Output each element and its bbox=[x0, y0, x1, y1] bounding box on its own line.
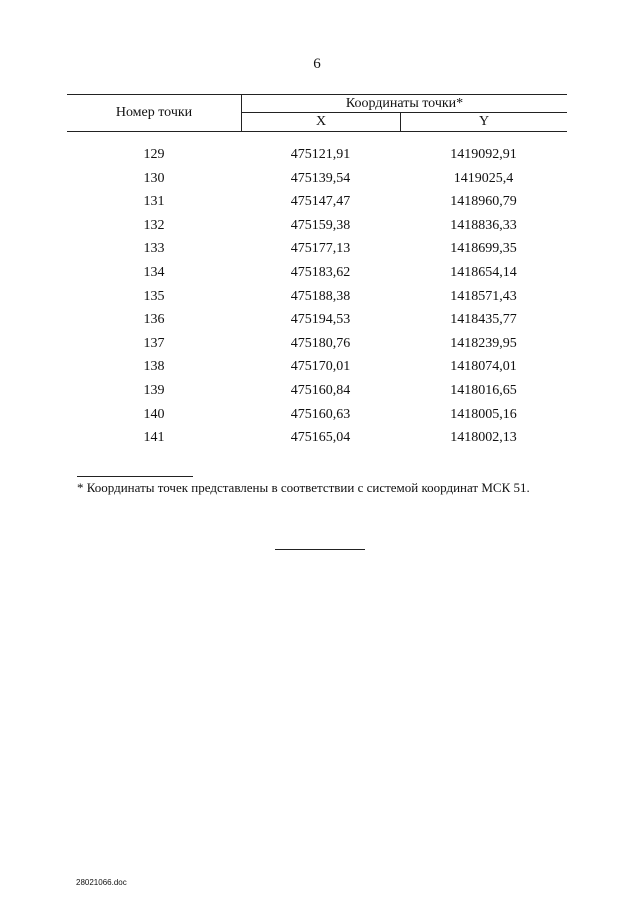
y-coordinate-cell: 1418699,35 bbox=[450, 241, 517, 257]
x-coordinate-cell: 475160,63 bbox=[290, 406, 351, 422]
header-axis-row bbox=[242, 113, 567, 131]
table-body bbox=[67, 143, 567, 450]
point-number-cell: 135 bbox=[143, 288, 165, 304]
header-x: X bbox=[242, 113, 401, 131]
table-row bbox=[67, 143, 567, 167]
point-number-cell: 132 bbox=[143, 217, 165, 233]
y-coordinate-cell: 1418002,13 bbox=[450, 430, 517, 446]
table-row bbox=[67, 237, 567, 261]
point-number-cell: 130 bbox=[143, 170, 165, 186]
point-number-cell: 139 bbox=[143, 382, 165, 398]
y-coordinate-cell: 1418836,33 bbox=[450, 217, 517, 233]
point-number-cell: 140 bbox=[143, 406, 165, 422]
x-coordinate-cell: 475180,76 bbox=[290, 335, 351, 351]
table-row bbox=[67, 426, 567, 450]
y-coordinate-cell: 1418654,14 bbox=[450, 264, 517, 280]
table-row bbox=[67, 190, 567, 214]
y-coordinate-cell: 1418960,79 bbox=[450, 194, 517, 210]
point-number-cell: 131 bbox=[143, 194, 165, 210]
table-row bbox=[67, 167, 567, 191]
y-coordinate-cell: 1418239,95 bbox=[450, 335, 517, 351]
header-coordinates: Координаты точки* bbox=[242, 95, 567, 113]
x-coordinate-cell: 475159,38 bbox=[290, 217, 351, 233]
y-coordinate-cell: 1418074,01 bbox=[450, 359, 517, 375]
x-coordinate-cell: 475170,01 bbox=[290, 359, 351, 375]
table-row bbox=[67, 332, 567, 356]
x-coordinate-cell: 475147,47 bbox=[290, 194, 351, 210]
point-number-cell: 136 bbox=[143, 312, 165, 328]
table-header bbox=[67, 94, 567, 132]
page-number: 6 bbox=[313, 56, 321, 72]
header-point-number: Номер точки bbox=[67, 95, 242, 131]
footnote: * Координаты точек представлены в соответствии с системой координат МСК 51. bbox=[77, 480, 530, 495]
header-y: Y bbox=[478, 114, 490, 129]
point-number-cell: 137 bbox=[143, 335, 165, 351]
header-coordinates-group bbox=[242, 95, 567, 131]
x-coordinate-cell: 475194,53 bbox=[290, 312, 351, 328]
end-divider bbox=[275, 549, 365, 550]
x-coordinate-cell: 475121,91 bbox=[290, 147, 351, 162]
table-row bbox=[67, 379, 567, 403]
footnote-divider bbox=[77, 476, 193, 477]
point-number-cell: 141 bbox=[143, 430, 165, 446]
document-reference: 28021066.doc bbox=[76, 878, 127, 887]
table-row bbox=[67, 261, 567, 285]
point-number-cell: 138 bbox=[143, 359, 165, 375]
table-row bbox=[67, 214, 567, 238]
x-coordinate-cell: 475165,04 bbox=[290, 430, 351, 446]
point-number-cell: 134 bbox=[143, 264, 165, 280]
point-number-cell: 133 bbox=[143, 241, 165, 257]
table-row bbox=[67, 285, 567, 309]
table-row bbox=[67, 355, 567, 379]
x-coordinate-cell: 475177,13 bbox=[290, 241, 351, 257]
y-coordinate-cell: 1418016,65 bbox=[450, 382, 517, 398]
table-row bbox=[67, 403, 567, 427]
y-coordinate-cell: 1418571,43 bbox=[450, 288, 517, 304]
coordinates-table bbox=[67, 94, 567, 450]
x-coordinate-cell: 475139,54 bbox=[290, 170, 351, 186]
x-coordinate-cell: 475183,62 bbox=[290, 264, 351, 280]
table-row bbox=[67, 308, 567, 332]
y-coordinate-cell: 1418005,16 bbox=[450, 406, 517, 422]
y-coordinate-cell: 1419025,4 bbox=[453, 170, 514, 186]
x-coordinate-cell: 475160,84 bbox=[290, 382, 351, 398]
y-coordinate-cell: 1419092,91 bbox=[450, 147, 517, 162]
y-coordinate-cell: 1418435,77 bbox=[450, 312, 517, 328]
point-number-cell: 129 bbox=[143, 147, 165, 162]
x-coordinate-cell: 475188,38 bbox=[290, 288, 351, 304]
